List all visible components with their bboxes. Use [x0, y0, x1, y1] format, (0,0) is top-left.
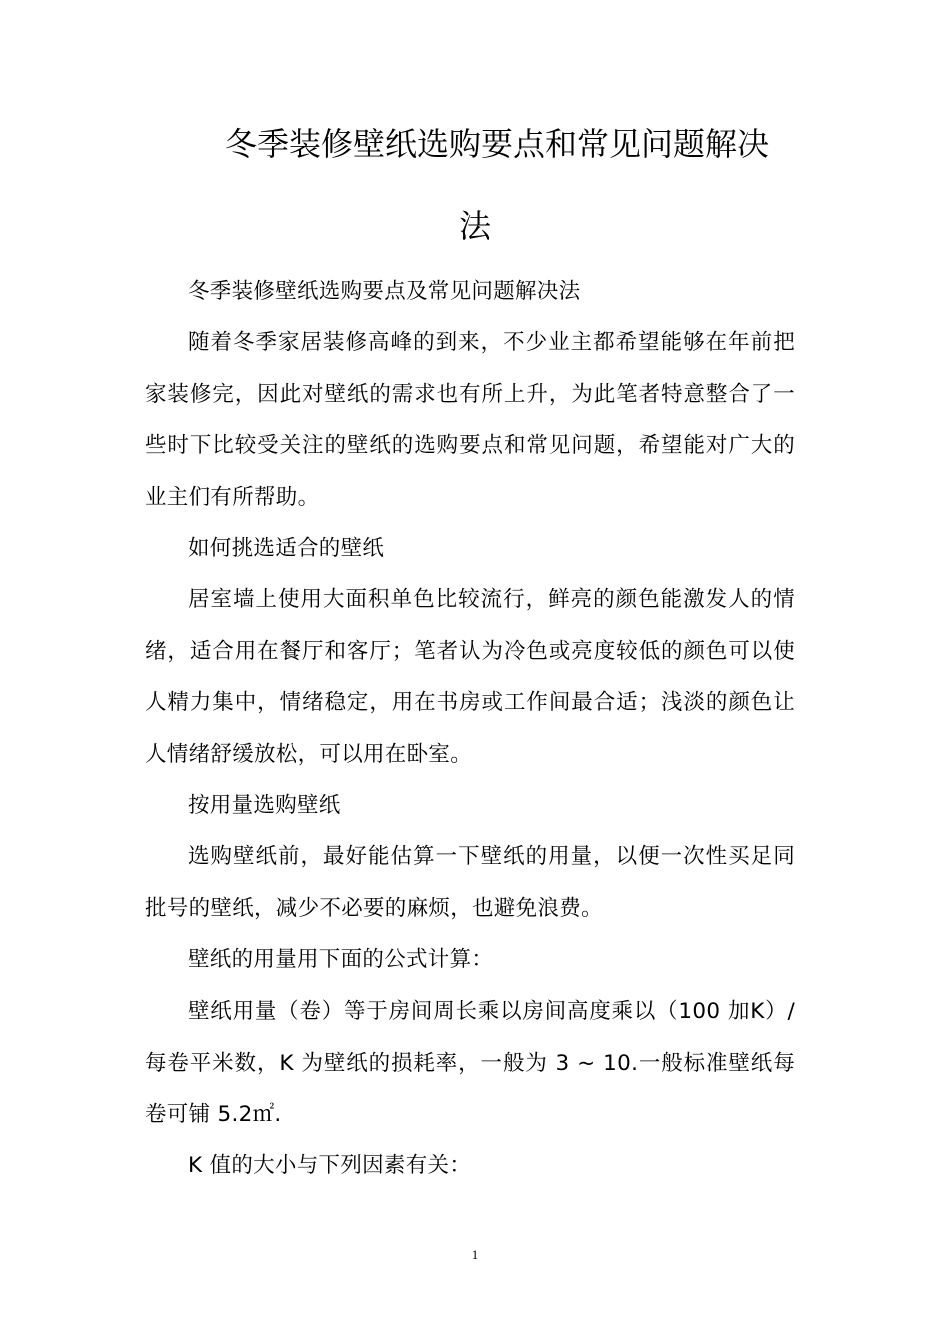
title-line-2: 法 — [458, 207, 491, 245]
page-number: 1 — [471, 1247, 479, 1262]
k-factors-paragraph: K 值的大小与下列因素有关： — [188, 1153, 472, 1178]
section-heading-quantity: 按用量选购壁纸 — [188, 793, 341, 818]
section-heading-choose: 如何挑选适合的壁纸 — [188, 536, 385, 561]
document-title — [145, 103, 805, 267]
formula-paragraph: 壁纸用量（卷）等于房间周长乘以房间高度乘以（100 加K）/每卷平米数，K 为壁纸的损耗率，一般为 3 ~ 10.一般标准壁纸每卷可铺 5.2㎡. — [145, 999, 795, 1127]
colors-paragraph: 居室墙上使用大面积单色比较流行，鲜亮的颜色能激发人的情绪，适合用在餐厅和客厅；笔者认为冷色或亮度较低的颜色可以使人精力集中，情绪稳定，用在书房或工作间最合适；浅淡的颜色让人情绪舒缓放松，可以用在卧室。 — [145, 587, 795, 767]
title-line-1: 冬季装修壁纸选购要点和常见问题解决 — [225, 125, 770, 163]
subtitle-paragraph: 冬季装修壁纸选购要点及常见问题解决法 — [188, 279, 581, 304]
estimate-paragraph: 选购壁纸前，最好能估算一下壁纸的用量，以便一次性买足同批号的壁纸，减少不必要的麻烦，也避免浪费。 — [145, 844, 795, 921]
formula-intro-paragraph: 壁纸的用量用下面的公式计算： — [188, 947, 494, 972]
intro-paragraph: 随着冬季家居装修高峰的到来，不少业主都希望能够在年前把家装修完，因此对壁纸的需求也有所上升，为此笔者特意整合了一些时下比较受关注的壁纸的选购要点和常见问题，希望能对广大的业主们有所帮助。 — [145, 330, 795, 510]
